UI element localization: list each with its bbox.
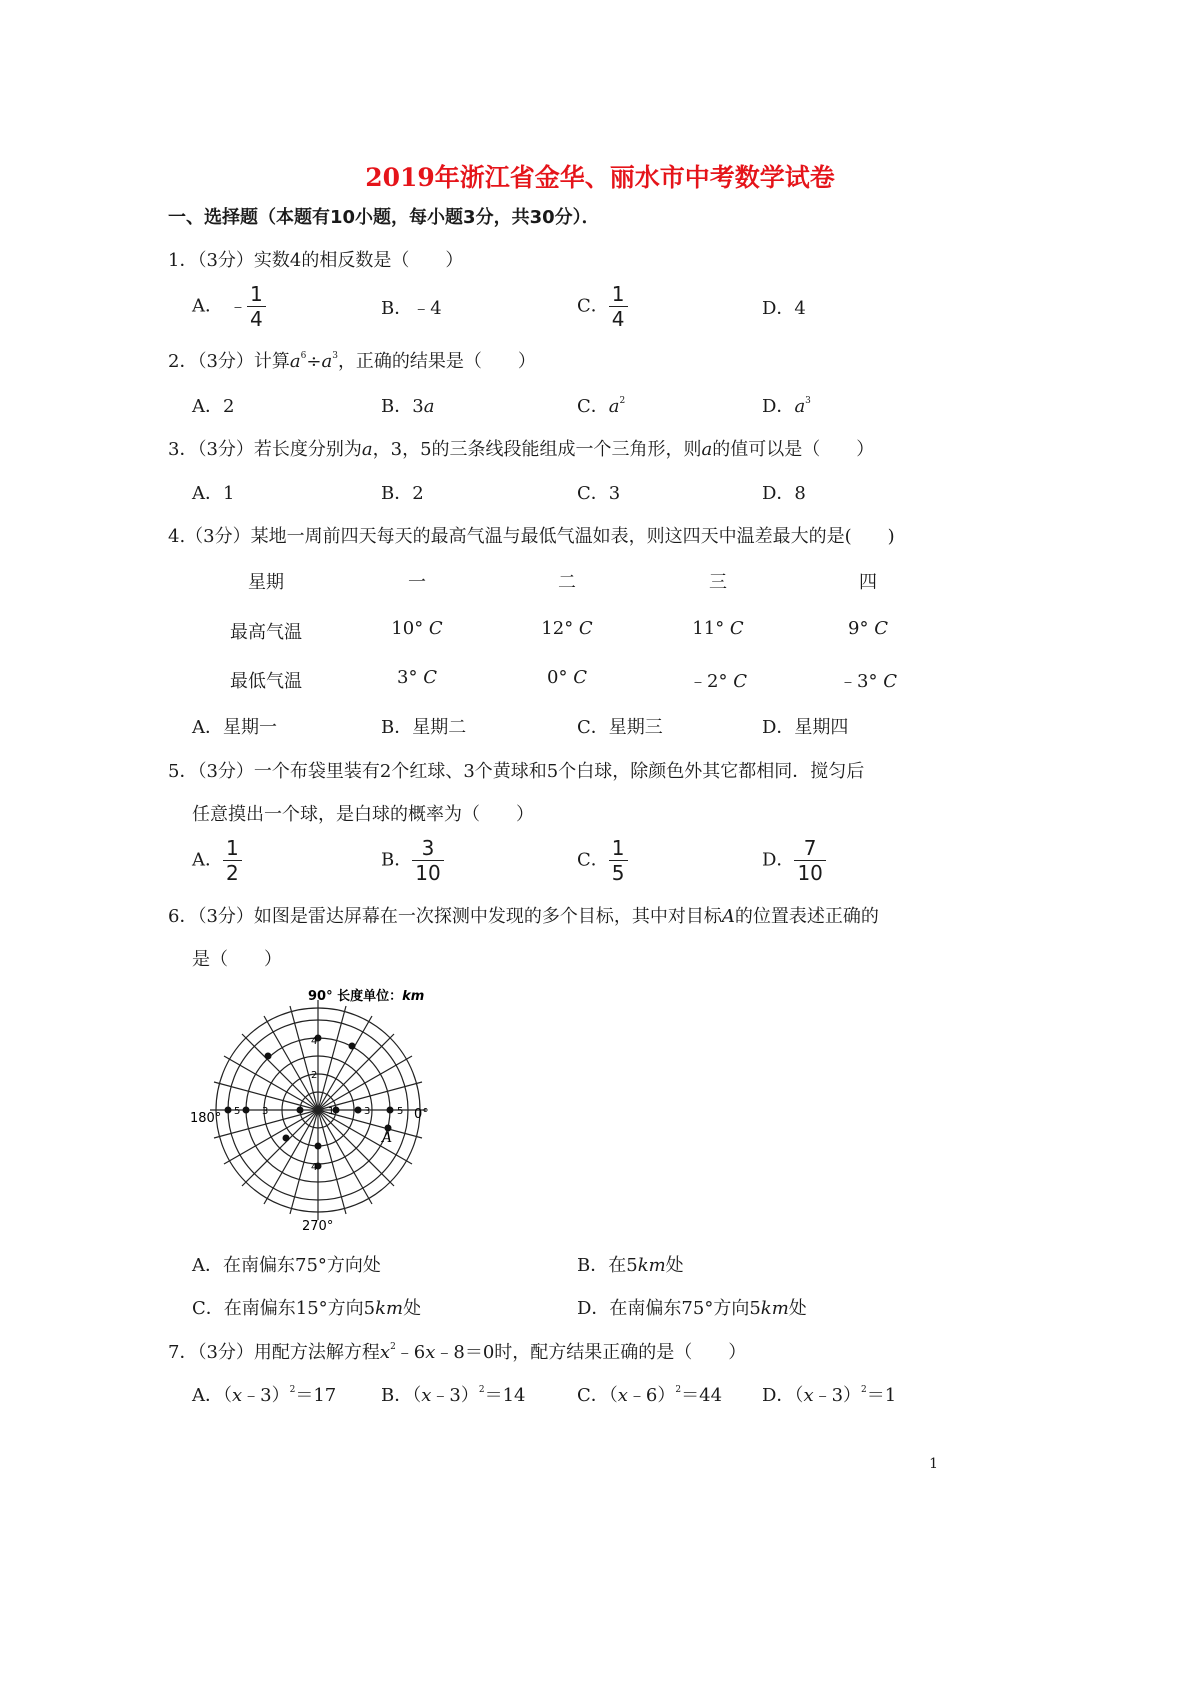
- q2-option-a[interactable]: A．2: [192, 396, 235, 417]
- question-4-stem: 4.（3分）某地一周前四天每天的最高气温与最低气温如表，则这四天中温差最大的是( ): [168, 526, 895, 547]
- unit: C: [573, 667, 587, 688]
- stem-text: ，正确的结果是（ ）: [337, 351, 536, 372]
- denominator: 4: [247, 306, 266, 329]
- temperature-value: ﹣3°: [839, 671, 878, 692]
- q1-option-d[interactable]: D．4: [762, 298, 806, 319]
- unit: C: [733, 671, 747, 692]
- variable: a: [794, 396, 806, 417]
- option-text: ＝1: [866, 1385, 897, 1406]
- section-heading: 一、选择题（本题有10小题，每小题3分，共30分）．: [168, 207, 600, 228]
- variable: a: [608, 396, 620, 417]
- option-label: C．: [577, 396, 609, 417]
- option-text: ﹣3）: [431, 1385, 479, 1406]
- variable: a: [289, 351, 301, 372]
- radar-figure: [190, 982, 450, 1232]
- numerator: 1: [250, 282, 263, 306]
- option-label: D．（: [762, 1385, 804, 1406]
- denominator: 10: [412, 860, 443, 883]
- fraction: [412, 838, 443, 883]
- variable: x: [232, 1385, 243, 1406]
- option-label: B．: [381, 849, 413, 871]
- stem-text: 3．（3分）若长度分别为: [168, 439, 362, 460]
- q2-option-c[interactable]: [577, 392, 625, 418]
- variable: x: [421, 1385, 432, 1406]
- q5-option-c[interactable]: [577, 838, 628, 883]
- option-text: ﹣6）: [627, 1385, 676, 1406]
- radar-label-180: 180°: [190, 1111, 222, 1126]
- option-label: C．在南偏东15°方向5: [192, 1298, 376, 1319]
- denominator: 2: [223, 860, 242, 883]
- fraction: [247, 284, 266, 329]
- option-label: D．: [762, 396, 795, 417]
- unit: km: [760, 1298, 789, 1319]
- denominator: 10: [794, 860, 825, 883]
- temperature-value: 10°: [391, 618, 424, 639]
- variable: x: [617, 1385, 628, 1406]
- q7-option-a[interactable]: [192, 1381, 336, 1407]
- unit: km: [637, 1255, 666, 1276]
- table-header-cell: 三: [709, 572, 727, 593]
- temperature-value: 3°: [397, 667, 418, 688]
- unit: C: [428, 618, 443, 639]
- variable: a: [361, 439, 373, 460]
- stem-text: 的值可以是（ ）: [712, 439, 875, 460]
- option-text: ﹣3）: [813, 1385, 862, 1406]
- variable: x: [425, 1342, 436, 1363]
- option-label: C．（: [577, 1385, 618, 1406]
- table-row-label: 最低气温: [230, 671, 302, 692]
- q4-option-c[interactable]: C．星期三: [577, 717, 663, 738]
- option-label: D．: [762, 849, 795, 871]
- target-a-label: A: [382, 1130, 393, 1146]
- numerator: 1: [611, 282, 625, 306]
- table-cell: [839, 667, 897, 693]
- q4-option-d[interactable]: D．星期四: [762, 717, 849, 738]
- radar-grid: [210, 1000, 426, 1220]
- question-6-stem-line1: [168, 902, 879, 928]
- variable: A: [721, 906, 735, 927]
- exponent: 2: [478, 1385, 485, 1395]
- temperature-value: 0°: [547, 667, 568, 688]
- stem-text: 6．（3分）如图是雷达屏幕在一次探测中发现的多个目标，其中对目标: [168, 906, 722, 927]
- stem-text: ，3，5的三条线段能组成一个三角形，则: [372, 439, 702, 460]
- svg-text:5: 5: [397, 1106, 404, 1117]
- option-label: D．在南偏东75°方向5: [577, 1298, 761, 1319]
- q6-option-b[interactable]: [577, 1251, 684, 1277]
- table-cell: [692, 618, 743, 639]
- question-7-stem: [168, 1338, 746, 1364]
- table-cell: [391, 618, 442, 639]
- numerator: 3: [421, 836, 435, 860]
- exponent: 6: [300, 351, 307, 361]
- q4-option-a[interactable]: A．星期一: [192, 717, 277, 738]
- option-text: ﹣3）: [242, 1385, 290, 1406]
- option-label: B．（: [381, 1385, 422, 1406]
- unit: C: [883, 671, 897, 692]
- temperature-value: ﹣2°: [689, 671, 728, 692]
- svg-text:5: 5: [234, 1106, 241, 1117]
- page-number: 1: [929, 1456, 938, 1472]
- exponent: 3: [805, 396, 811, 406]
- q7-option-d[interactable]: [762, 1381, 896, 1407]
- stem-text: 的位置表述正确的: [734, 906, 879, 927]
- q1-option-a[interactable]: [192, 284, 266, 329]
- q5-option-d[interactable]: [762, 838, 826, 883]
- svg-text:3: 3: [262, 1106, 269, 1117]
- question-1-stem: 1．（3分）实数4的相反数是（ ）: [168, 250, 464, 271]
- temperature-value: 12°: [541, 618, 574, 639]
- svg-text:3: 3: [364, 1106, 371, 1117]
- svg-text:1: 1: [328, 1106, 335, 1117]
- exponent: 3: [332, 351, 338, 361]
- stem-text: 2．（3分）计算: [168, 351, 290, 372]
- option-text: ＝17: [295, 1385, 337, 1406]
- unit: C: [423, 667, 437, 688]
- option-label: A．: [192, 295, 223, 317]
- q5-option-b[interactable]: [381, 838, 444, 883]
- radar-label-top: 90° 长度单位：km: [308, 989, 425, 1004]
- unit: C: [578, 618, 593, 639]
- q3-option-b[interactable]: B．2: [381, 483, 424, 504]
- variable: a: [321, 351, 333, 372]
- option-text: ＝44: [681, 1385, 723, 1406]
- table-header-cell: 一: [408, 572, 426, 593]
- variable: a: [701, 439, 713, 460]
- option-label: A．（: [192, 1385, 232, 1406]
- stem-text: ﹣6: [395, 1342, 426, 1363]
- question-5-stem-line1: 5．（3分）一个布袋里装有2个红球、3个黄球和5个白球，除颜色外其它都相同．搅匀后: [168, 761, 865, 782]
- option-text: 处: [665, 1255, 684, 1276]
- exponent: 2: [390, 1342, 396, 1352]
- table-header-cell: 四: [859, 572, 877, 593]
- table-header-cell: 二: [558, 572, 576, 593]
- table-cell: [541, 618, 592, 639]
- q2-option-d[interactable]: [762, 392, 811, 418]
- q5-option-a[interactable]: [192, 838, 242, 883]
- numerator: 1: [611, 836, 625, 860]
- stem-text: 7．（3分）用配方法解方程: [168, 1342, 380, 1363]
- svg-text:2: 2: [311, 1070, 318, 1081]
- option-text: ＝14: [484, 1385, 526, 1406]
- table-cell: [689, 667, 747, 693]
- radar-label-0: 0°: [414, 1107, 429, 1122]
- page-title: 2019年浙江省金华、丽水市中考数学试卷: [365, 163, 835, 192]
- q6-option-c[interactable]: [192, 1294, 421, 1320]
- fraction: [794, 838, 825, 883]
- option-label: B．在5: [577, 1255, 638, 1276]
- option-label: A．: [192, 849, 223, 871]
- numerator: 7: [803, 836, 817, 860]
- table-cell: [547, 667, 587, 688]
- table-cell: [848, 618, 888, 639]
- fraction: [609, 284, 628, 329]
- option-label: C．: [577, 849, 609, 871]
- table-cell: [397, 667, 437, 688]
- variable: x: [379, 1342, 391, 1363]
- stem-text: ﹣8＝0时，配方结果正确的是（ ）: [435, 1342, 747, 1363]
- variable: x: [803, 1385, 814, 1406]
- question-3-stem: [168, 435, 874, 461]
- unit: C: [729, 618, 744, 639]
- negative-sign: ﹣: [229, 295, 247, 317]
- temperature-value: 9°: [848, 618, 869, 639]
- q3-option-c[interactable]: C．3: [577, 483, 621, 504]
- q7-option-b[interactable]: [381, 1381, 525, 1407]
- fraction: [609, 838, 628, 883]
- q6-option-d[interactable]: [577, 1294, 807, 1320]
- q1-option-b[interactable]: B．﹣4: [381, 298, 442, 319]
- question-6-stem-line2: 是（ ）: [192, 949, 282, 970]
- svg-text:4: 4: [311, 1036, 318, 1047]
- temperature-value: 11°: [692, 618, 725, 639]
- operator: ÷: [306, 351, 322, 372]
- exponent: 2: [861, 1385, 867, 1395]
- unit: C: [874, 618, 888, 639]
- option-label: C．: [577, 295, 609, 317]
- exponent: 2: [619, 396, 626, 406]
- question-2-stem: [168, 347, 536, 373]
- variable: a: [423, 396, 435, 417]
- svg-text:4: 4: [311, 1162, 318, 1173]
- q3-option-a[interactable]: A．1: [192, 483, 235, 504]
- q4-option-b[interactable]: B．星期二: [381, 717, 467, 738]
- q6-option-a[interactable]: A．在南偏东75°方向处: [192, 1255, 381, 1276]
- question-5-stem-line2: 任意摸出一个球，是白球的概率为（ ）: [192, 804, 534, 825]
- option-label: B．3: [381, 396, 424, 417]
- radar-label-270: 270°: [302, 1219, 334, 1232]
- exponent: 2: [675, 1385, 682, 1395]
- denominator: 4: [609, 306, 628, 329]
- fraction: [223, 838, 242, 883]
- table-header-cell: 星期: [248, 572, 284, 593]
- q7-option-c[interactable]: [577, 1381, 722, 1407]
- option-text: 处: [403, 1298, 422, 1319]
- q2-option-b[interactable]: [381, 392, 434, 418]
- denominator: 5: [609, 860, 628, 883]
- numerator: 1: [226, 836, 239, 860]
- q3-option-d[interactable]: D．8: [762, 483, 806, 504]
- option-text: 处: [788, 1298, 807, 1319]
- table-row-label: 最高气温: [230, 622, 302, 643]
- q1-option-c[interactable]: [577, 284, 628, 329]
- unit: km: [375, 1298, 404, 1319]
- exponent: 2: [289, 1385, 296, 1395]
